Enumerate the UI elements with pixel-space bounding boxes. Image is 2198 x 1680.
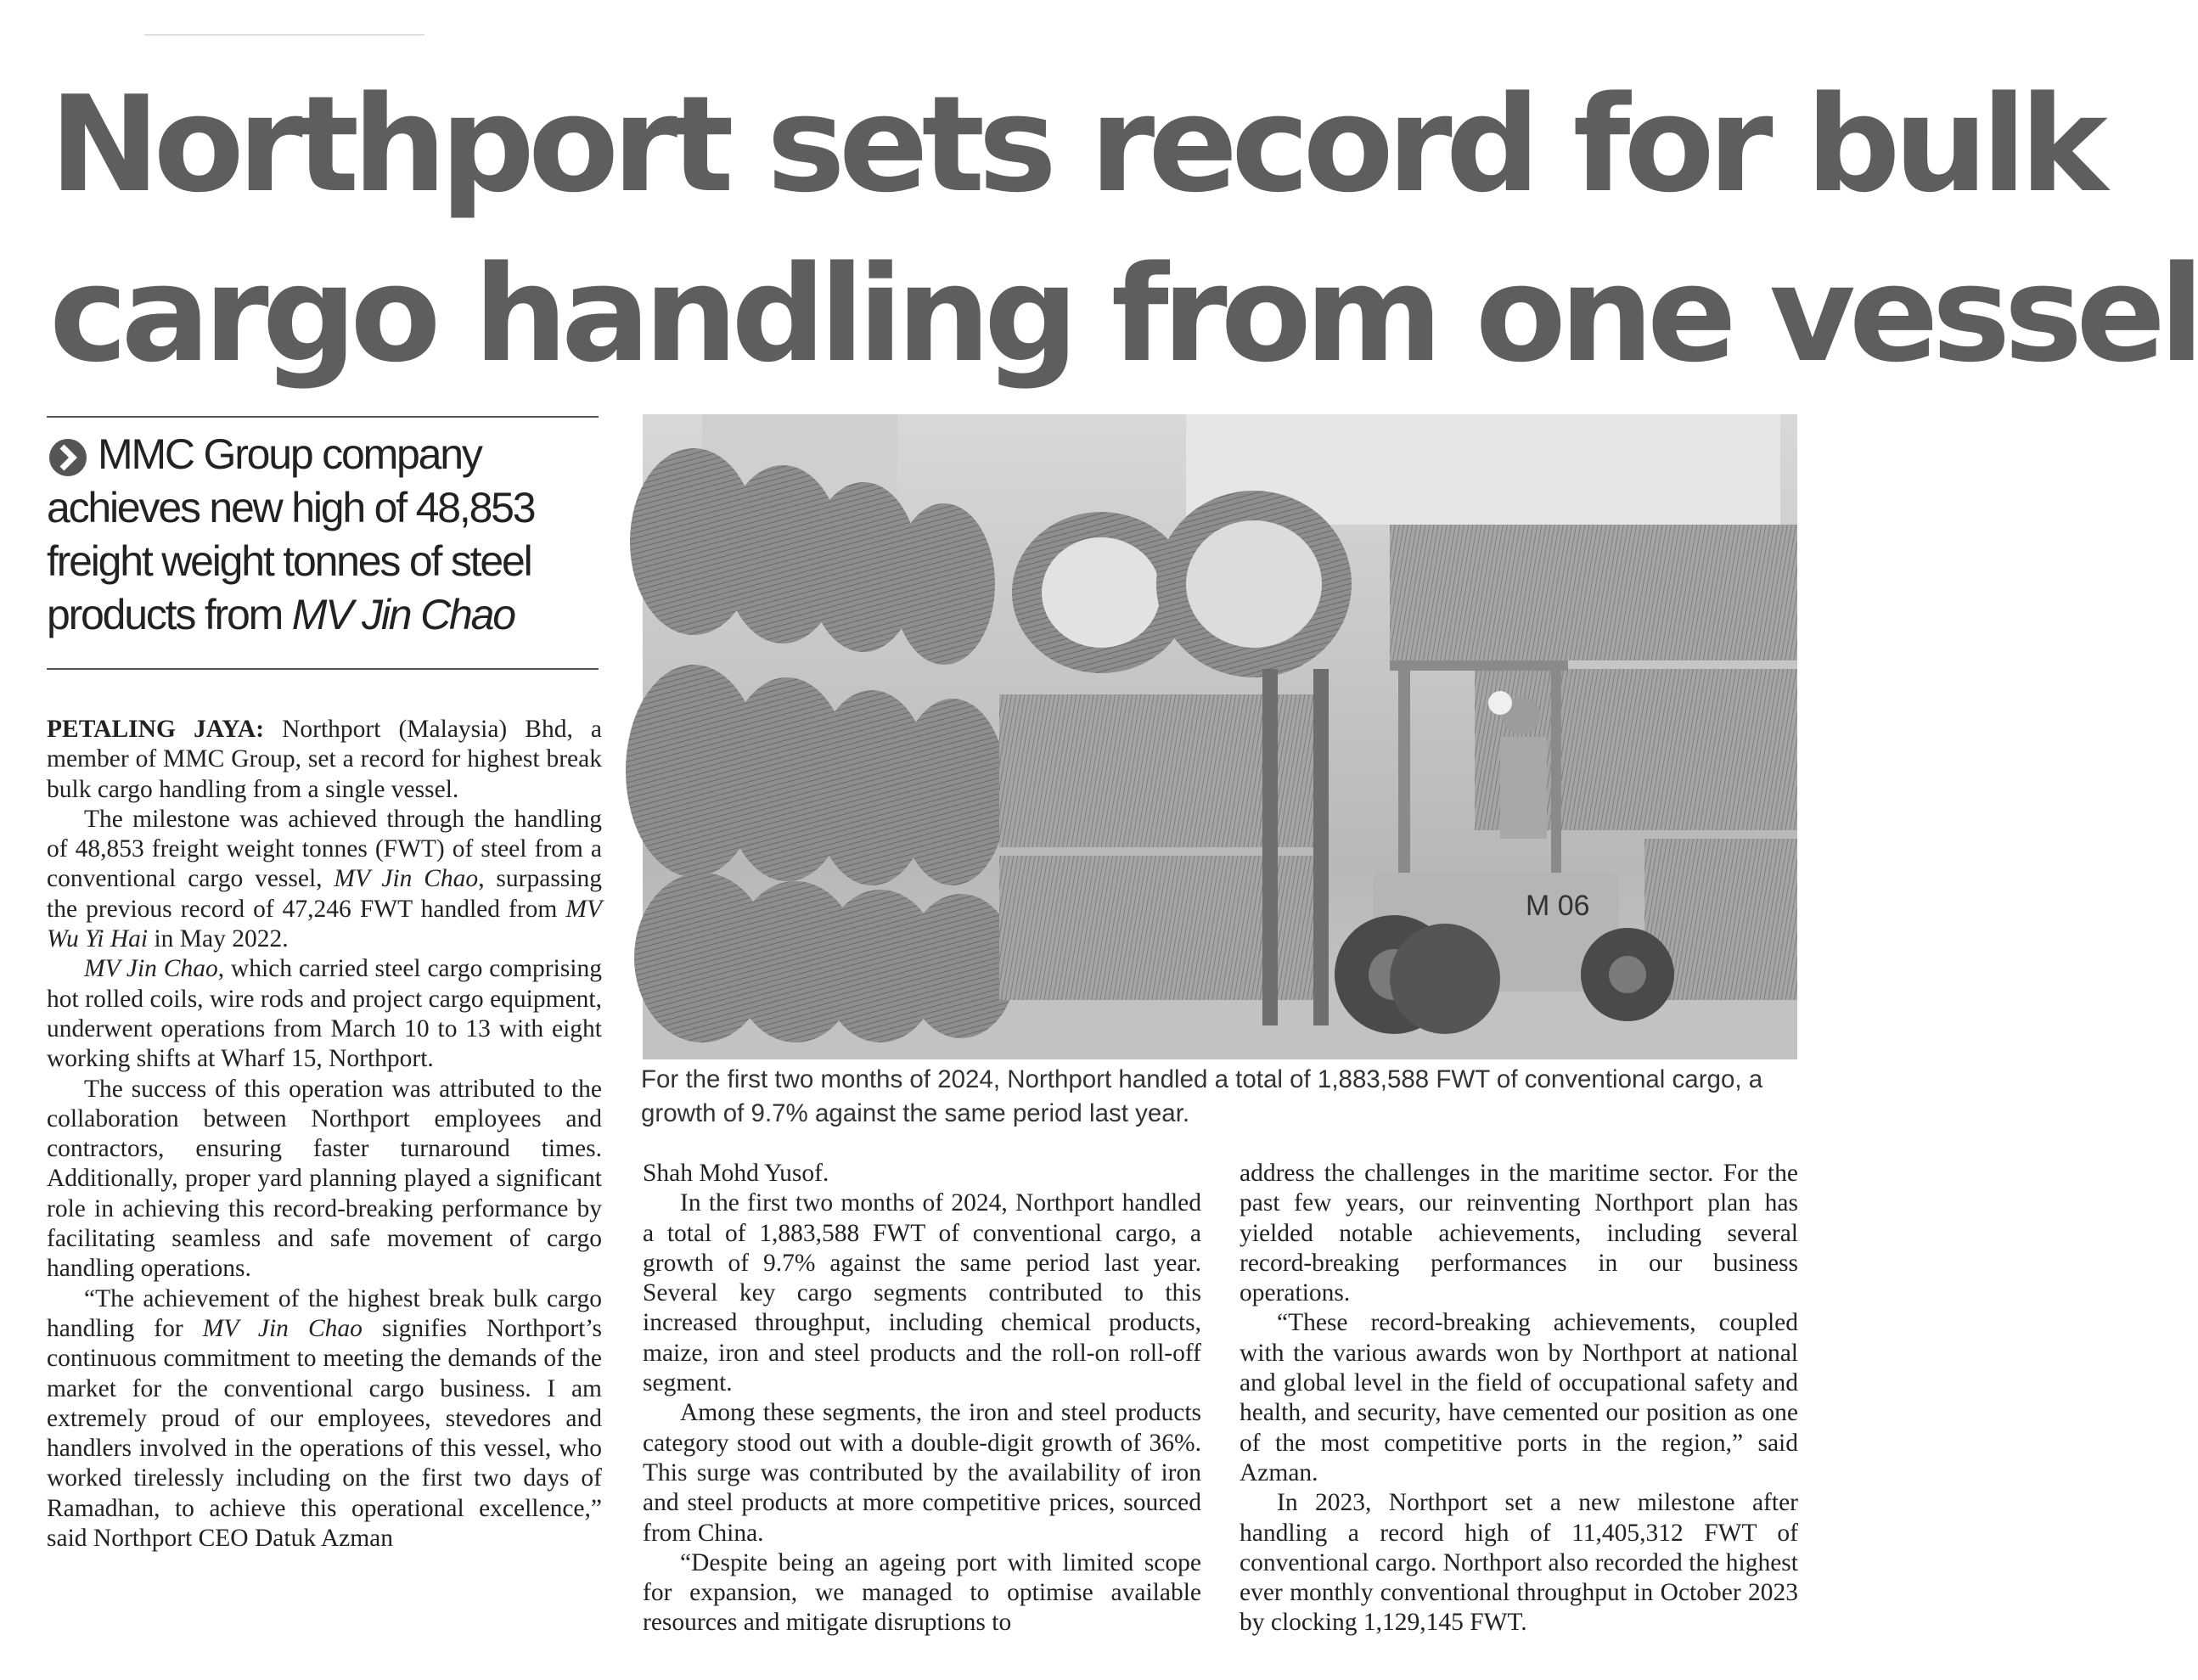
- deck-line: freight weight tonnes of steel: [47, 537, 531, 585]
- deck-vessel-name: MV Jin Chao: [291, 591, 514, 638]
- vessel-name: MV Jin Chao: [84, 955, 218, 983]
- deck-line: [47, 588, 607, 642]
- photo-caption: For the first two months of 2024, Northport handled a total of 1,883,588 FWT of conventional cargo, a growth of 9.7% against the same period last year.: [641, 1065, 1763, 1127]
- headline-line-2: cargo handling from one vessel: [49, 237, 2198, 391]
- article-paragraph: Among these segments, the iron and steel products category stood out with a double-digit growth of 36%. This surge was contributed by the availability of iron and steel products at more competitive prices, sourced from China.: [643, 1399, 1201, 1547]
- paragraph-text: in May 2022.: [148, 925, 289, 953]
- article-paragraph: [47, 715, 602, 805]
- article-paragraph: [47, 954, 602, 1074]
- deck-line: MMC Group company: [98, 430, 481, 478]
- article-paragraph: [47, 805, 602, 954]
- article-paragraph: In the first two months of 2024, Northport handled a total of 1,883,588 FWT of conventional cargo, a growth of 9.7% against the same period last year. Several key cargo segments contributed to this increased throughput, including chemical products, maize, iron and steel products and the roll-on roll-off segment.: [643, 1189, 1201, 1397]
- warehouse-photo: [643, 414, 1797, 1059]
- vessel-name: MV Wu Yi Hai: [47, 895, 602, 953]
- article-column-1: [47, 715, 602, 1554]
- article-paragraph: The success of this operation was attributed to the collaboration between Northport employees and contractors, ensuring faster turnaround times. Additionally, proper yard planning played a significant role in achieving this record-breaking performance by facilitating seamless and safe movement of cargo handling operations.: [47, 1075, 602, 1283]
- article-paragraph: address the challenges in the maritime sector. For the past few years, our reinventing Northport plan has yielded notable achievements, including several record-breaking performances in our business operations.: [1240, 1160, 1798, 1307]
- article-paragraph: “Despite being an ageing port with limited scope for expansion, we managed to optimise available resources and mitigate disruptions to: [643, 1548, 1201, 1637]
- article-paragraph: “These record-breaking achievements, coupled with the various awards won by Northport at national and global level in the field of occupational safety and health, and security, have cemented our position as one of the most competitive ports in the region,” said Azman.: [1240, 1309, 1798, 1486]
- article-paragraph: [47, 1284, 602, 1554]
- deck-text: [47, 428, 607, 642]
- paragraph-text: Northport (Malaysia) Bhd, a member of MMC Group, set a record for highest break bulk cargo handling from a single vessel.: [47, 716, 602, 803]
- paragraph-text: “The achievement of the highest break bulk cargo handling for: [47, 1284, 602, 1342]
- headline-line-1: Northport sets record for bulk: [49, 67, 2101, 222]
- paragraph-text: , which carried steel cargo comprising hot rolled coils, wire rods and project cargo equipment, underwent operations from March 10 to 13 with eight working shifts at Wharf 15, Northport.: [47, 955, 602, 1073]
- forklift-label: M 06: [1526, 890, 1590, 922]
- deck-line: achieves new high of 48,853: [47, 484, 535, 531]
- article-column-2: [643, 1159, 1201, 1638]
- deck-box: [47, 416, 599, 670]
- dateline: PETALING JAYA:: [47, 716, 265, 743]
- article-column-3: [1240, 1159, 1798, 1638]
- vessel-name: MV Jin Chao: [334, 865, 479, 893]
- article-paragraph: In 2023, Northport set a new milestone after handling a record high of 11,405,312 FWT of conventional cargo. Northport also recorded the highest ever monthly conventional throughput in October 2023 by clocking 1,129,145 FWT.: [1240, 1489, 1798, 1637]
- deck-line-prefix: products from: [47, 591, 292, 638]
- headline: [49, 59, 2198, 399]
- paragraph-text: signifies Northport’s continuous commitment to meeting the demands of the market for the conventional cargo business. I am extremely proud of our employees, stevedores and handlers involved in the operations of this vessel, who worked tirelessly including on the first two days of Ramadhan, to achieve this operational excellence,” said Northport CEO Datuk Azman: [47, 1314, 602, 1553]
- paragraph-text: The milestone was achieved through the handling of 48,853 freight weight tonnes (FWT) of steel from a conventional cargo vessel,: [47, 805, 602, 893]
- paragraph-text: , surpassing the previous record of 47,246 FWT handled from: [47, 865, 602, 923]
- article-paragraph: Shah Mohd Yusof.: [643, 1160, 829, 1187]
- top-rule: [144, 34, 424, 36]
- wire-coils-left: [626, 448, 1016, 1042]
- vessel-name: MV Jin Chao: [202, 1314, 363, 1342]
